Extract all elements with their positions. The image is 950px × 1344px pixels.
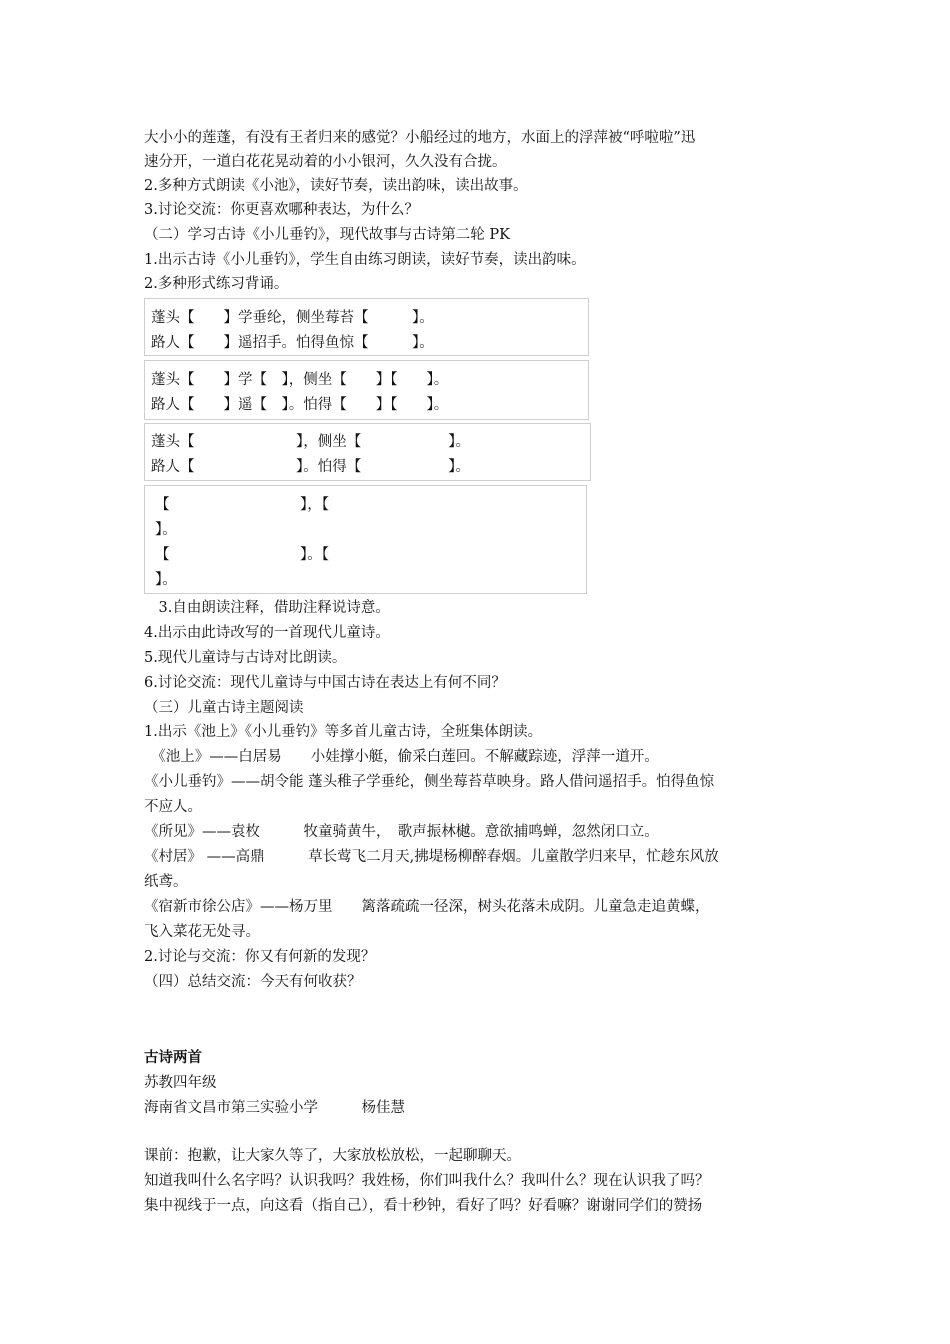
poem-line: 《小儿垂钓》——胡令能 蓬头稚子学垂纶，侧坐莓苔草映身。路人借问遥招手。怕得鱼惊 [144, 774, 715, 790]
poem-line: 《所见》——袁枚 牧童骑黄牛， 歌声振林樾。意欲捕鸣蝉，忽然闭口立。 [144, 824, 659, 840]
poem-line: 《村居》 ——高鼎 草长莺飞二月天,拂堤杨柳醉春烟。儿童散学归来早，忙趁东风放 [144, 849, 719, 865]
text-line: 速分开，一道白花花晃动着的小小银河，久久没有合拢。 [144, 154, 507, 170]
section-heading: （四）总结交流：今天有何收获？ [144, 974, 362, 990]
box-line: 【 】，【 [155, 497, 329, 513]
text-line: 2.多种形式练习背诵。 [144, 276, 289, 292]
box-line: 】。 [155, 522, 177, 538]
poem-line: 不应人。 [144, 799, 202, 815]
box-line: 路人【 】遥招手。怕得鱼惊【 】。 [151, 335, 434, 351]
box-line: 【 】。【 [155, 547, 329, 563]
box-line: 蓬头【 】，侧坐【 】。 [151, 434, 470, 450]
text-line: 知道我叫什么名字吗？认识我吗？我姓杨，你们叫我什么？我叫什么？现在认识我了吗？ [144, 1173, 710, 1189]
text-line: 集中视线于一点，向这看（指自己），看十秒钟，看好了吗？好看嘛？谢谢同学们的赞扬 [144, 1198, 703, 1214]
poem-line: 《宿新市徐公店》——杨万里 篱落疏疏一径深，树头花落未成阴。儿童急走追黄蝶， [144, 899, 710, 915]
lesson-title: 古诗两首 [144, 1049, 202, 1066]
box-line: 路人【 】。怕得【 】。 [151, 459, 470, 475]
box-line: 】。 [155, 572, 177, 588]
recitation-box-4 [144, 485, 587, 594]
recitation-box-3 [144, 423, 591, 481]
text-line: 5.现代儿童诗与古诗对比朗读。 [144, 650, 347, 666]
poem-line: 飞入菜花无处寻。 [144, 924, 260, 940]
section-heading: （二）学习古诗《小儿垂钓》，现代故事与古诗第二轮 PK [144, 227, 510, 243]
section-heading: （三）儿童古诗主题阅读 [144, 700, 304, 716]
school-author: 海南省文昌市第三实验小学 杨佳慧 [144, 1100, 405, 1116]
text-line: 大小小的莲蓬，有没有王者归来的感觉？小船经过的地方，水面上的浮萍被“呼啦啦”迅 [144, 130, 696, 146]
text-line: 3.讨论交流：你更喜欢哪种表达，为什么？ [144, 202, 419, 218]
grade-label: 苏教四年级 [144, 1075, 217, 1091]
recitation-box-2 [144, 360, 589, 420]
box-line: 蓬头【 】学垂纶，侧坐莓苔【 】。 [151, 310, 434, 326]
text-line: 1.出示《池上》《小儿垂钓》等多首儿童古诗，全班集体朗读。 [144, 724, 543, 740]
box-line: 路人【 】遥【 】。怕得【 】【 】。 [151, 397, 449, 413]
text-line: 4.出示由此诗改写的一首现代儿童诗。 [144, 625, 390, 641]
text-line: 2.多种方式朗读《小池》，读好节奏，读出韵味，读出故事。 [144, 178, 528, 194]
text-line: 1.出示古诗《小儿垂钓》，学生自由练习朗读，读好节奏，读出韵味。 [144, 252, 586, 268]
box-line: 蓬头【 】学【 】，侧坐【 】【 】。 [151, 372, 449, 388]
text-line: 3.自由朗读注释，借助注释说诗意。 [144, 600, 390, 616]
text-line: 6.讨论交流：现代儿童诗与中国古诗在表达上有何不同？ [144, 675, 506, 691]
poem-line: 《池上》——白居易 小娃撑小艇，偷采白莲回。不解藏踪迹，浮萍一道开。 [144, 749, 659, 765]
text-line: 2.讨论与交流：你又有何新的发现？ [144, 949, 376, 965]
recitation-box-1 [144, 298, 589, 356]
text-line: 课前：抱歉，让大家久等了，大家放松放松，一起聊聊天。 [144, 1148, 521, 1164]
poem-line: 纸鸢。 [144, 874, 188, 890]
